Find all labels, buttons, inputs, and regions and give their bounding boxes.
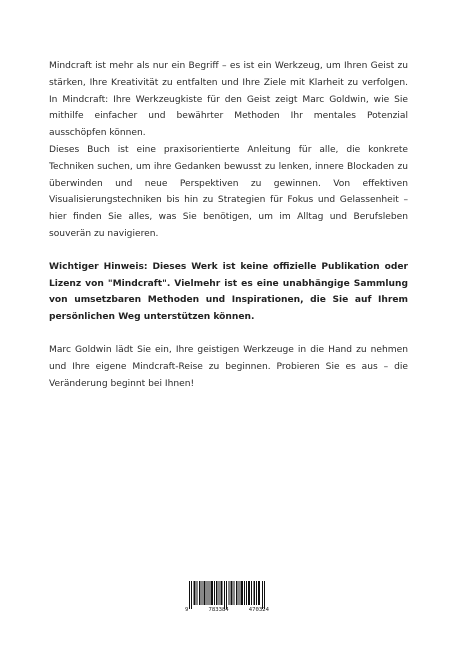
- important-notice-paragraph: Wichtiger Hinweis: Dieses Werk ist keine offizielle Publikation oder Lizenz von "Mindcraft". Vielmehr ist es eine unabhängige Sammlung von umsetzbaren Methoden und Inspirationen, die Sie auf Ihrem persönlichen Weg unterstützen können.: [49, 261, 408, 323]
- barcode-left-group: 783384: [208, 607, 229, 613]
- barcode-digits: [181, 607, 273, 613]
- back-cover-text: [49, 58, 408, 392]
- barcode-bars: [189, 581, 265, 609]
- intro-paragraph: Mindcraft ist mehr als nur ein Begriff – es ist ein Werkzeug, um Ihren Geist zu stärken, Ihre Kreativität zu entfalten und Ihre Ziele mit Klarheit zu verfolgen. In Mindcraft: Ihre Werkzeugkiste für den Geist zeigt Marc Goldwin, wie Sie mithilfe einfacher und bewährter Methoden Ihr mentales Potenzial ausschöpfen können.: [49, 61, 408, 139]
- barcode-right-group: 470324: [248, 607, 269, 613]
- barcode-first-digit: 9: [185, 607, 189, 613]
- closing-paragraph: Marc Goldwin lädt Sie ein, Ihre geistigen Werkzeuge in die Hand zu nehmen und Ihre eigene Mindcraft-Reise zu beginnen. Probieren Sie es aus – die Veränderung beginnt bei Ihnen!: [49, 344, 408, 389]
- isbn-barcode: [181, 577, 273, 621]
- guide-paragraph: Dieses Buch ist eine praxisorientierte Anleitung für alle, die konkrete Techniken suchen, um ihre Gedanken bewusst zu lenken, innere Blockaden zu überwinden und neue Perspektiven zu gewinnen. Von effektiven Visualisierungstechniken bis hin zu Strategien für Fokus und Gelassenheit – hier finden Sie alles, was Sie benötigen, um im Alltag und Berufsleben souverän zu navigieren.: [49, 144, 408, 239]
